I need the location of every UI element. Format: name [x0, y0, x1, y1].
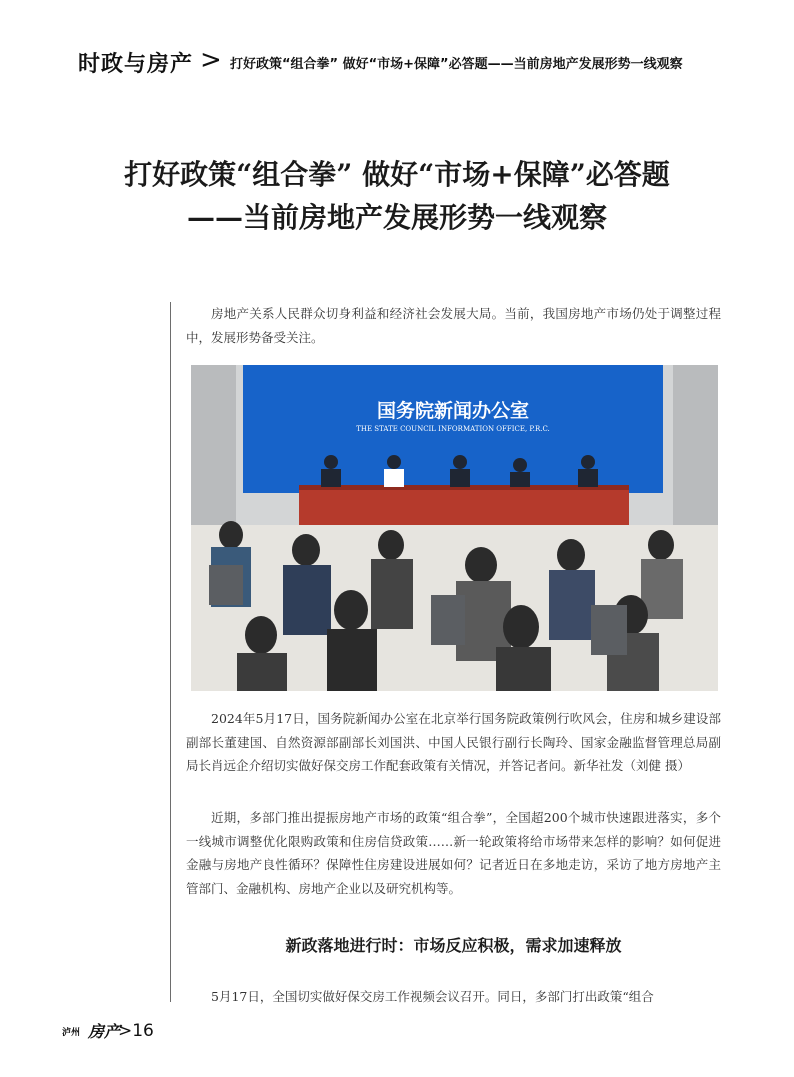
lead-paragraph: 房地产关系人民群众切身利益和经济社会发展大局。当前，我国房地产市场仍处于调整过程中，发展形势备受关注。	[186, 306, 721, 345]
article-subtitle: ——当前房地产发展形势一线观察	[186, 201, 607, 234]
backdrop-title: 国务院新闻办公室	[376, 400, 530, 422]
magazine-city: 泸州	[62, 1028, 81, 1038]
chevron-right-icon: >	[200, 45, 222, 75]
margin-rule	[170, 302, 171, 1002]
magazine-logo: 房产	[88, 1022, 121, 1041]
page-number: >16	[118, 1021, 154, 1041]
backdrop-subtitle: THE STATE COUNCIL INFORMATION OFFICE, P.R.C.	[356, 425, 550, 433]
section-name: 时政与房产	[78, 52, 194, 77]
photo-illustration	[191, 365, 718, 691]
body-paragraph-continued: 5月17日，全国切实做好保交房工作视频会议召开。同日，多部门打出政策“组合	[211, 989, 654, 1004]
running-header	[78, 47, 758, 79]
photo-caption: 2024年5月17日，国务院新闻办公室在北京举行国务院政策例行吹风会，住房和城乡建设部副部长董建国、自然资源部副部长刘国洪、中国人民银行副行长陶玲、国家金融监督管理总局副局长肖远企介绍切实做好保交房工作配套政策有关情况，并答记者问。新华社发（刘健 摄）	[186, 711, 721, 773]
body-paragraph: 近期，多部门推出提振房地产市场的政策“组合拳”，全国超200个城市快速跟进落实，多个一线城市调整优化限购政策和住房信贷政策……新一轮政策将给市场带来怎样的影响？如何促进金融与房地产良性循环？保障性住房建设进展如何？记者近日在多地走访，采访了地方房地产主管部门、金融机构、房地产企业以及研究机构等。	[186, 810, 721, 896]
page-footer	[62, 1020, 182, 1044]
header-article-title: 打好政策“组合拳” 做好“市场+保障”必答题——当前房地产发展形势一线观察	[230, 57, 683, 72]
section-heading: 新政落地进行时：市场反应积极，需求加速释放	[285, 936, 622, 955]
article-title: 打好政策“组合拳” 做好“市场+保障”必答题	[124, 158, 670, 191]
press-conference-photo	[191, 365, 718, 691]
